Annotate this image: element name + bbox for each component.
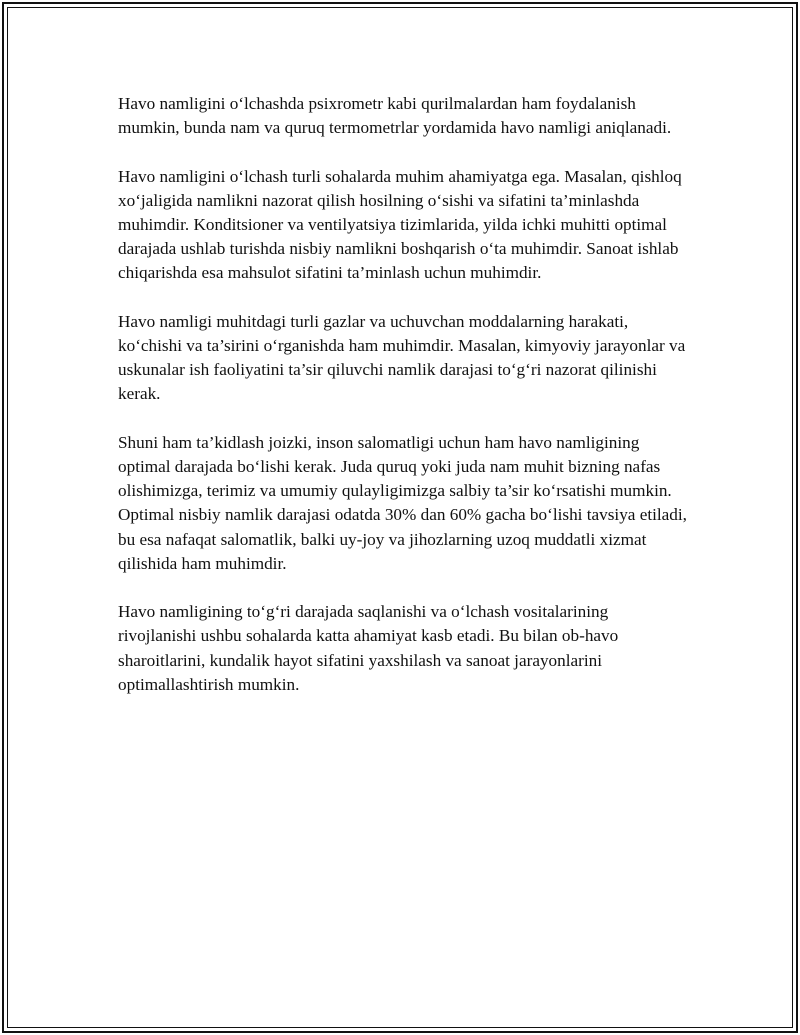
paragraph-5: Havo namligining to‘g‘ri darajada saqlanishi va o‘lchash vositalarining rivojlanishi ushbu sohalarda katta ahamiyat kasb etadi. Bu bilan ob-havo sharoitlarini, kundalik hayot sifatini yaxshilash va sanoat jarayonlarini optimallashtirish mumkin. (118, 602, 619, 694)
paragraph-2: Havo namligini o‘lchash turli sohalarda muhim ahamiyatga ega. Masalan, qishloq xo‘jaligida namlikni nazorat qilish hosilning o‘sishi va sifatini ta’minlashda muhimdir. Konditsioner va ventilyatsiya tizimlarida, yilda ichki muhitti optimal darajada ushlab turishda nisbiy namlikni boshqarish o‘ta muhimdir. Sanoat ishlab chiqarishda esa mahsulot sifatini ta’minlash uchun muhimdir. (118, 166, 682, 283)
document-body (118, 92, 688, 721)
paragraph-1: Havo namligini o‘lchashda psixrometr kabi qurilmalardan ham foydalanish mumkin, bunda nam va quruq termometrlar yordamida havo namligi aniqlanadi. (118, 94, 672, 138)
paragraph-4: Shuni ham ta’kidlash joizki, inson salomatligi uchun ham havo namligining optimal darajada bo‘lishi kerak. Juda quruq yoki juda nam muhit bizning nafas olishimizga, terimiz va umumiy qulayligimizga salbiy ta’sir ko‘rsatishi mumkin. Optimal nisbiy namlik darajasi odatda 30% dan 60% gacha bo‘lishi tavsiya etiladi, bu esa nafaqat salomatlik, balki uy-joy va jihozlarning uzoq muddatli xizmat qilishida ham muhimdir. (118, 432, 687, 573)
paragraph-3: Havo namligi muhitdagi turli gazlar va uchuvchan moddalarning harakati, ko‘chishi va ta’sirini o‘rganishda ham muhimdir. Masalan, kimyoviy jarayonlar va uskunalar ish faoliyatini ta’sir qiluvchi namlik darajasi to‘g‘ri nazorat qilinishi kerak. (118, 311, 686, 404)
